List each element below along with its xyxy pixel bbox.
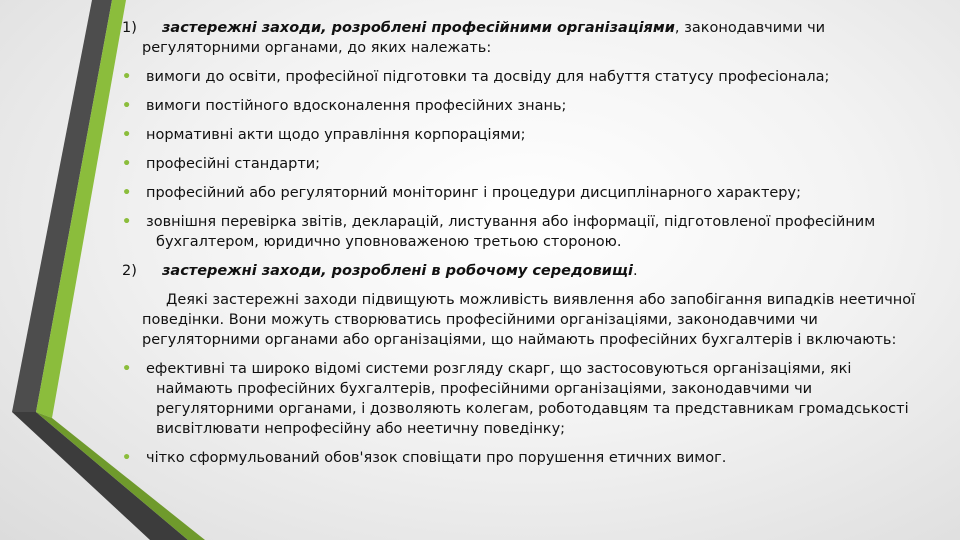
bullet-item bbox=[122, 125, 922, 145]
section-2-rest: . bbox=[632, 263, 638, 279]
bullet-dot-icon: • bbox=[122, 98, 132, 114]
bullet-dot-icon: • bbox=[122, 69, 132, 85]
bullet-item bbox=[122, 183, 922, 203]
bullet-item bbox=[122, 96, 922, 116]
bullet-text: професійні стандарти; bbox=[146, 156, 321, 172]
section-1-heading bbox=[122, 18, 922, 58]
bullet-text: нормативні акти щодо управління корпораціями; bbox=[146, 127, 526, 143]
bullet-dot-icon: • bbox=[122, 127, 132, 143]
bullet-dot-icon: • bbox=[122, 156, 132, 172]
bullet-dot-icon: • bbox=[122, 214, 132, 230]
section-1-rest: , законодавчими чи регуляторними органами, до яких належать: bbox=[142, 20, 826, 56]
bullet-item bbox=[122, 212, 922, 252]
bullet-text: вимоги до освіти, професійної підготовки та досвіду для набуття статусу професіонала; bbox=[146, 69, 830, 85]
slide-content bbox=[122, 18, 922, 477]
bullet-text: зовнішня перевірка звітів, декларацій, листування або інформації, підготовленої професійним бухгалтером, юридично уповноваженою третьою стороною. bbox=[146, 214, 876, 250]
section-1-number: 1) bbox=[122, 20, 137, 36]
bullet-dot-icon: • bbox=[122, 185, 132, 201]
bullet-text: ефективні та широко відомі системи розгляду скарг, що застосовуються організаціями, які наймають професійних бухгалтерів, професійними організаціями, законодавчими чи регуляторними органами, і дозволяють колегам, роботодавцям та представникам громадськості висвітлювати непрофесійну або неетичну поведінку; bbox=[146, 361, 909, 437]
section-1-emphasis: застережні заходи, розроблені професійними організаціями bbox=[162, 20, 675, 36]
bullet-text: чітко сформульований обов'язок сповіщати про порушення етичних вимог. bbox=[146, 450, 727, 466]
section-2-heading bbox=[122, 261, 922, 281]
section-2-emphasis: застережні заходи, розроблені в робочому середовищі bbox=[162, 263, 633, 279]
bullet-item bbox=[122, 359, 922, 439]
bullet-text: професійний або регуляторний моніторинг і процедури дисциплінарного характеру; bbox=[146, 185, 801, 201]
section-2-number: 2) bbox=[122, 263, 137, 279]
bullet-text: вимоги постійного вдосконалення професійних знань; bbox=[146, 98, 567, 114]
bullet-item bbox=[122, 67, 922, 87]
bullet-item bbox=[122, 154, 922, 174]
bullet-dot-icon: • bbox=[122, 361, 132, 377]
section-2-paragraph: Деякі застережні заходи підвищують можливість виявлення або запобігання випадків неетичної поведінки. Вони можуть створюватись професійними організаціями, законодавчими чи регуляторними органами або організаціями, що наймають професійних бухгалтерів і включають: bbox=[142, 292, 916, 348]
bullet-dot-icon: • bbox=[122, 450, 132, 466]
bullet-item bbox=[122, 448, 922, 468]
